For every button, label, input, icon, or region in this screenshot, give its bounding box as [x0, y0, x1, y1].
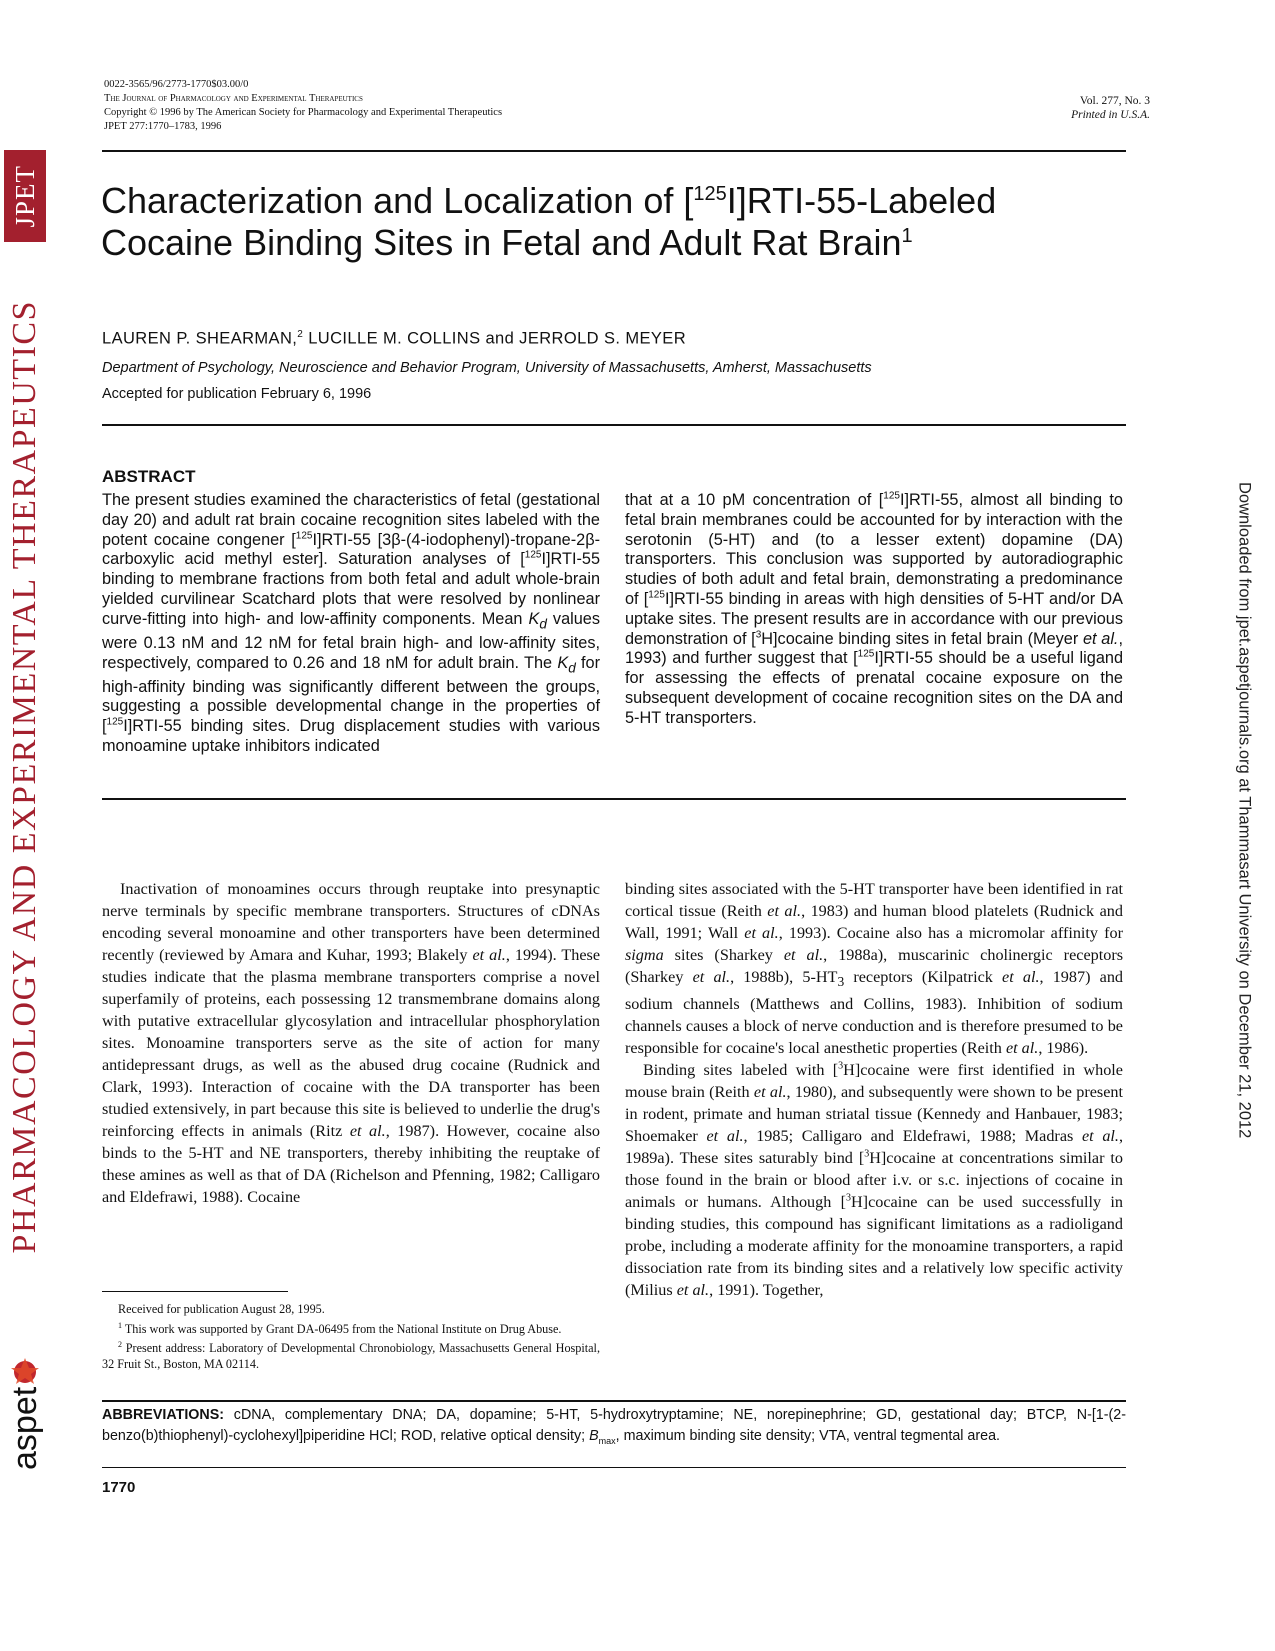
- received-date: Received for publication August 28, 1995.: [118, 1302, 325, 1316]
- author-1: LAUREN P. SHEARMAN,: [102, 329, 298, 348]
- isotope-sup: 3: [864, 1148, 870, 1160]
- body-paragraph: [625, 1059, 1123, 1301]
- footnote-rule: [102, 1291, 288, 1292]
- isotope-sup: 125: [648, 589, 665, 601]
- body-text: , 1988b), 5-HT: [730, 968, 838, 986]
- isotope-sup: 125: [295, 530, 313, 542]
- journal-header: [104, 78, 502, 134]
- author-1-mark: 2: [297, 329, 304, 340]
- abstract-text: The present studies examined the characteristics of fetal (gestational day 20) and adult rat brain cocaine recognition sites labeled with the potent cocaine congener [: [102, 491, 600, 549]
- footnote-2-mark: 2: [118, 1340, 122, 1350]
- abstract-text: I]RTI-55 binding to membrane fractions from both fetal and adult whole-brain yielded curvilinear Scatchard plots that were resolved by nonlinear curve-fitting into high- and low-affinity components. Mean: [102, 550, 600, 628]
- body-text: , 1985; Calligaro and Eldefrawi, 1988; Madras: [743, 1127, 1082, 1146]
- et-al: et al.: [1081, 1127, 1119, 1146]
- abstract-left-column: [102, 491, 600, 757]
- accepted-date: Accepted for publication February 6, 1996: [102, 386, 372, 402]
- abstract-text: I]RTI-55 binding in areas with high densities of 5-HT and/or DA uptake sites. The present results are in accordance with our previous demonstration of [: [625, 589, 1123, 648]
- title-part-3: Cocaine Binding Sites in Fetal and Adult Rat Brain: [101, 222, 902, 263]
- isotope-sup: 125: [106, 716, 124, 728]
- intro-paragraph: [102, 878, 600, 1208]
- et-al: et al.: [676, 1281, 710, 1300]
- jpet-logo: [4, 150, 46, 242]
- body-text: H]cocaine were first identified in whole mouse brain (Reith: [625, 1061, 1123, 1102]
- abbreviations-label: ABBREVIATIONS:: [102, 1407, 225, 1423]
- abstract-text: for high-affinity binding was significantly different between the groups, suggesting a possible developmental change in the properties of [: [102, 653, 600, 736]
- body-right-column: [625, 878, 1123, 1301]
- isotope-sup: 3: [755, 629, 762, 641]
- et-al: et al.: [783, 946, 824, 964]
- body-text: , 1989a). These sites saturably bind [: [625, 1127, 1124, 1168]
- footnotes: [102, 1302, 600, 1372]
- abstract-bottom-rule: [102, 798, 1126, 800]
- aspet-logo-icon: [2, 1350, 48, 1495]
- volume-number: Vol. 277, No. 3: [1079, 95, 1150, 107]
- download-note: [1224, 481, 1264, 1139]
- abstract-text: that at a 10 pM concentration of [: [625, 491, 884, 509]
- abstract-right-column: [625, 491, 1123, 729]
- et-al: et al.: [349, 1122, 386, 1140]
- body-text: , 1983) and human blood platelets (Rudnick and Wall, 1991; Wall: [625, 902, 1123, 942]
- sigma-term: sigma: [625, 946, 664, 964]
- title-part-2: I]RTI-55-Labeled: [726, 180, 997, 221]
- et-al: et al.: [1082, 629, 1119, 648]
- et-al: et al.: [692, 968, 731, 986]
- issn-code: 0022-3565/96/2773-1770$03.00/0: [104, 79, 249, 90]
- body-text: Inactivation of monoamines occurs through reuptake into presynaptic nerve terminals by specific membrane transporters. Structures of cDNAs encoding several monoamine and other transporters have been determined recently (reviewed by Amara and Kuhar, 1993; Blakely: [102, 880, 600, 964]
- other-authors: LUCILLE M. COLLINS and JERROLD S. MEYER: [303, 329, 687, 348]
- body-text: sites (Sharkey: [663, 946, 784, 964]
- kd-symbol: K: [528, 609, 540, 628]
- body-text: , 1988a), muscarinic cholinergic receptors (Sharkey: [625, 946, 1124, 986]
- volume-info: [1071, 94, 1150, 122]
- body-text: , 1993). Cocaine also has a micromolar affinity for: [778, 924, 1124, 942]
- title-footnote-mark: 1: [901, 225, 913, 247]
- kd-subscript: d: [568, 659, 576, 675]
- receptor-subscript: 3: [837, 974, 845, 990]
- copyright-line: Copyright © 1996 by The American Society for Pharmacology and Experimental Therapeutics: [104, 107, 503, 118]
- body-text: Binding sites labeled with [: [643, 1061, 839, 1080]
- author-list: [102, 329, 686, 349]
- body-paragraph-continued: [625, 878, 1123, 1059]
- et-al: et al.: [753, 1083, 787, 1102]
- isotope-sup: 3: [845, 1192, 851, 1204]
- affiliation: Department of Psychology, Neuroscience and Behavior Program, University of Massachusetts, Amherst, Massachusetts: [102, 360, 872, 376]
- header-rule: [102, 150, 1126, 152]
- isotope-sup: 125: [524, 549, 542, 561]
- abstract-text: I]RTI-55 [3β-(4-iodophenyl)-tropane-2β-carboxylic acid methyl ester]. Saturation analyses of [: [102, 530, 600, 569]
- abbreviations-text: cDNA, complementary DNA; DA, dopamine; 5-HT, 5-hydroxytryptamine; NE, norepinephrine; GD, gestational day; BTCP, N-[1-(2-benzo(b)thiophenyl)-cyclohexyl]piperidine HCl; ROD, relative optical density;: [102, 1407, 1126, 1444]
- abstract-text: I]RTI-55 should be a useful ligand for assessing the effects of prenatal cocaine exposure on the subsequent development of cocaine recognition sites on the DA and 5-HT transporters.: [625, 649, 1124, 727]
- abstract-text: values were 0.13 nM and 12 nM for fetal brain high- and low-affinity sites, respectively, compared to 0.26 and 18 nM for adult brain. The: [102, 609, 600, 672]
- isotope-sup: 3: [838, 1060, 844, 1072]
- body-text: , 1994). These studies indicate that the plasma membrane transporters comprise a novel superfamily of proteins, each possessing 12 transmembrane domains along with putative extracellular glycosylation and intracellular phosphorylation sites. Monoamine transporters serve as the site of action for many antidepressant drugs, as well as the abused drug cocaine (Rudnick and Clark, 1993). Interaction of cocaine with the DA transporter has been studied extensively, in part because this site is believed to underlie the drug's reinforcing effects in animals (Ritz: [102, 946, 600, 1140]
- abbreviations-bottom-rule: [102, 1467, 1126, 1468]
- jpet-logo-text: JPET: [9, 164, 40, 228]
- footnote-1: [102, 1318, 600, 1338]
- abstract-heading: ABSTRACT: [102, 467, 196, 486]
- isotope-sup: 125: [857, 648, 875, 660]
- body-text: , 1987). However, cocaine also binds to the 5-HT and NE transporters, thereby inhibiting the reuptake of these amines as well as that of DA (Richelson and Pfenning, 1982; Calligaro and Eldefrawi, 1988). Cocaine: [102, 1122, 600, 1206]
- journal-title: The Journal of Pharmacology and Experimental Therapeutics: [104, 93, 363, 104]
- isotope-sup: 125: [883, 490, 900, 502]
- abstract-top-rule: [102, 424, 1126, 426]
- bmax-subscript: max: [598, 1435, 616, 1446]
- body-text: H]cocaine can be used successfully in binding studies, this compound has significant limitations as a radioligand probe, including a moderate affinity for the monoamine transporters, a rapid dissociation rate from its binding sites and a relatively low specific activity (Milius: [625, 1193, 1123, 1300]
- footnote-2-text: Present address: Laboratory of Developmental Chronobiology, Massachusetts General Hospital, 32 Fruit St., Boston, MA 02114.: [102, 1341, 600, 1371]
- bmax-symbol: B: [589, 1427, 599, 1444]
- citation-line: JPET 277:1770–1783, 1996: [104, 121, 222, 132]
- kd-subscript: d: [539, 616, 547, 632]
- abstract-text: , 1993) and further suggest that [: [625, 629, 1123, 668]
- title-part-1: Characterization and Localization of [: [101, 180, 694, 221]
- et-al: et al.: [472, 946, 506, 964]
- body-text: , 1980), and subsequently were shown to be present in rodent, primate and human striatal tissue (Kennedy and Hanbauer, 1983; Shoemaker: [625, 1083, 1124, 1146]
- abbreviations-rule: [102, 1400, 1126, 1402]
- body-text: , 1991). Together,: [709, 1281, 824, 1300]
- et-al: et al.: [706, 1127, 744, 1146]
- body-text: , 1986).: [1038, 1039, 1089, 1058]
- article-title: [101, 180, 1131, 264]
- footnote-2: [102, 1337, 600, 1372]
- kd-symbol: K: [557, 653, 569, 672]
- journal-name-vertical: [5, 262, 45, 1292]
- abbreviations: [102, 1405, 1126, 1451]
- aspet-logo-text: aspet: [6, 1386, 44, 1470]
- download-note-text: Downloaded from jpet.aspetjournals.org at Thammasart University on December 21, 2012: [1235, 481, 1254, 1139]
- body-text: , 1987) and sodium channels (Matthews and Collins, 1983). Inhibition of sodium channels causes a block of nerve conduction and is therefore presumed to be responsible for cocaine's local anesthetic properties (Reith: [625, 968, 1124, 1058]
- footnote-1-mark: 1: [118, 1320, 122, 1330]
- title-isotope-sup: 125: [693, 183, 727, 205]
- body-text: binding sites associated with the 5-HT transporter have been identified in rat cortical tissue (Reith: [625, 880, 1123, 920]
- body-text: receptors (Kilpatrick: [844, 968, 1003, 986]
- et-al: et al.: [767, 902, 802, 920]
- et-al: et al.: [744, 924, 779, 942]
- et-al: et al.: [1005, 1039, 1039, 1058]
- page-number: 1770: [102, 1479, 136, 1496]
- et-al: et al.: [1002, 968, 1040, 986]
- body-text: H]cocaine at concentrations similar to those found in the brain or blood after i.v. or s.c. injections of cocaine in animals or humans. Although [: [625, 1149, 1123, 1212]
- body-left-column: [102, 878, 600, 1208]
- journal-name-text: PHARMACOLOGY AND EXPERIMENTAL THERAPEUTICS: [6, 300, 43, 1254]
- printed-location: Printed in U.S.A.: [1071, 109, 1150, 121]
- abbreviations-text: , maximum binding site density; VTA, ventral tegmental area.: [615, 1427, 1001, 1444]
- footnote-1-text: This work was supported by Grant DA-06495 from the National Institute on Drug Abuse.: [122, 1321, 562, 1336]
- side-banner: [0, 150, 50, 1495]
- abstract-text: I]RTI-55 binding sites. Drug displacement studies with various monoamine uptake inhibitors indicated: [102, 717, 600, 756]
- abstract-text: I]RTI-55, almost all binding to fetal brain membranes could be accounted for by interaction with the serotonin (5-HT) and (to a lesser extent) dopamine (DA) transporters. This conclusion was supported by autoradiographic studies of both adult and fetal brain, demonstrating a predominance of [: [625, 491, 1123, 608]
- abstract-text: H]cocaine binding sites in fetal brain (Meyer: [761, 629, 1083, 648]
